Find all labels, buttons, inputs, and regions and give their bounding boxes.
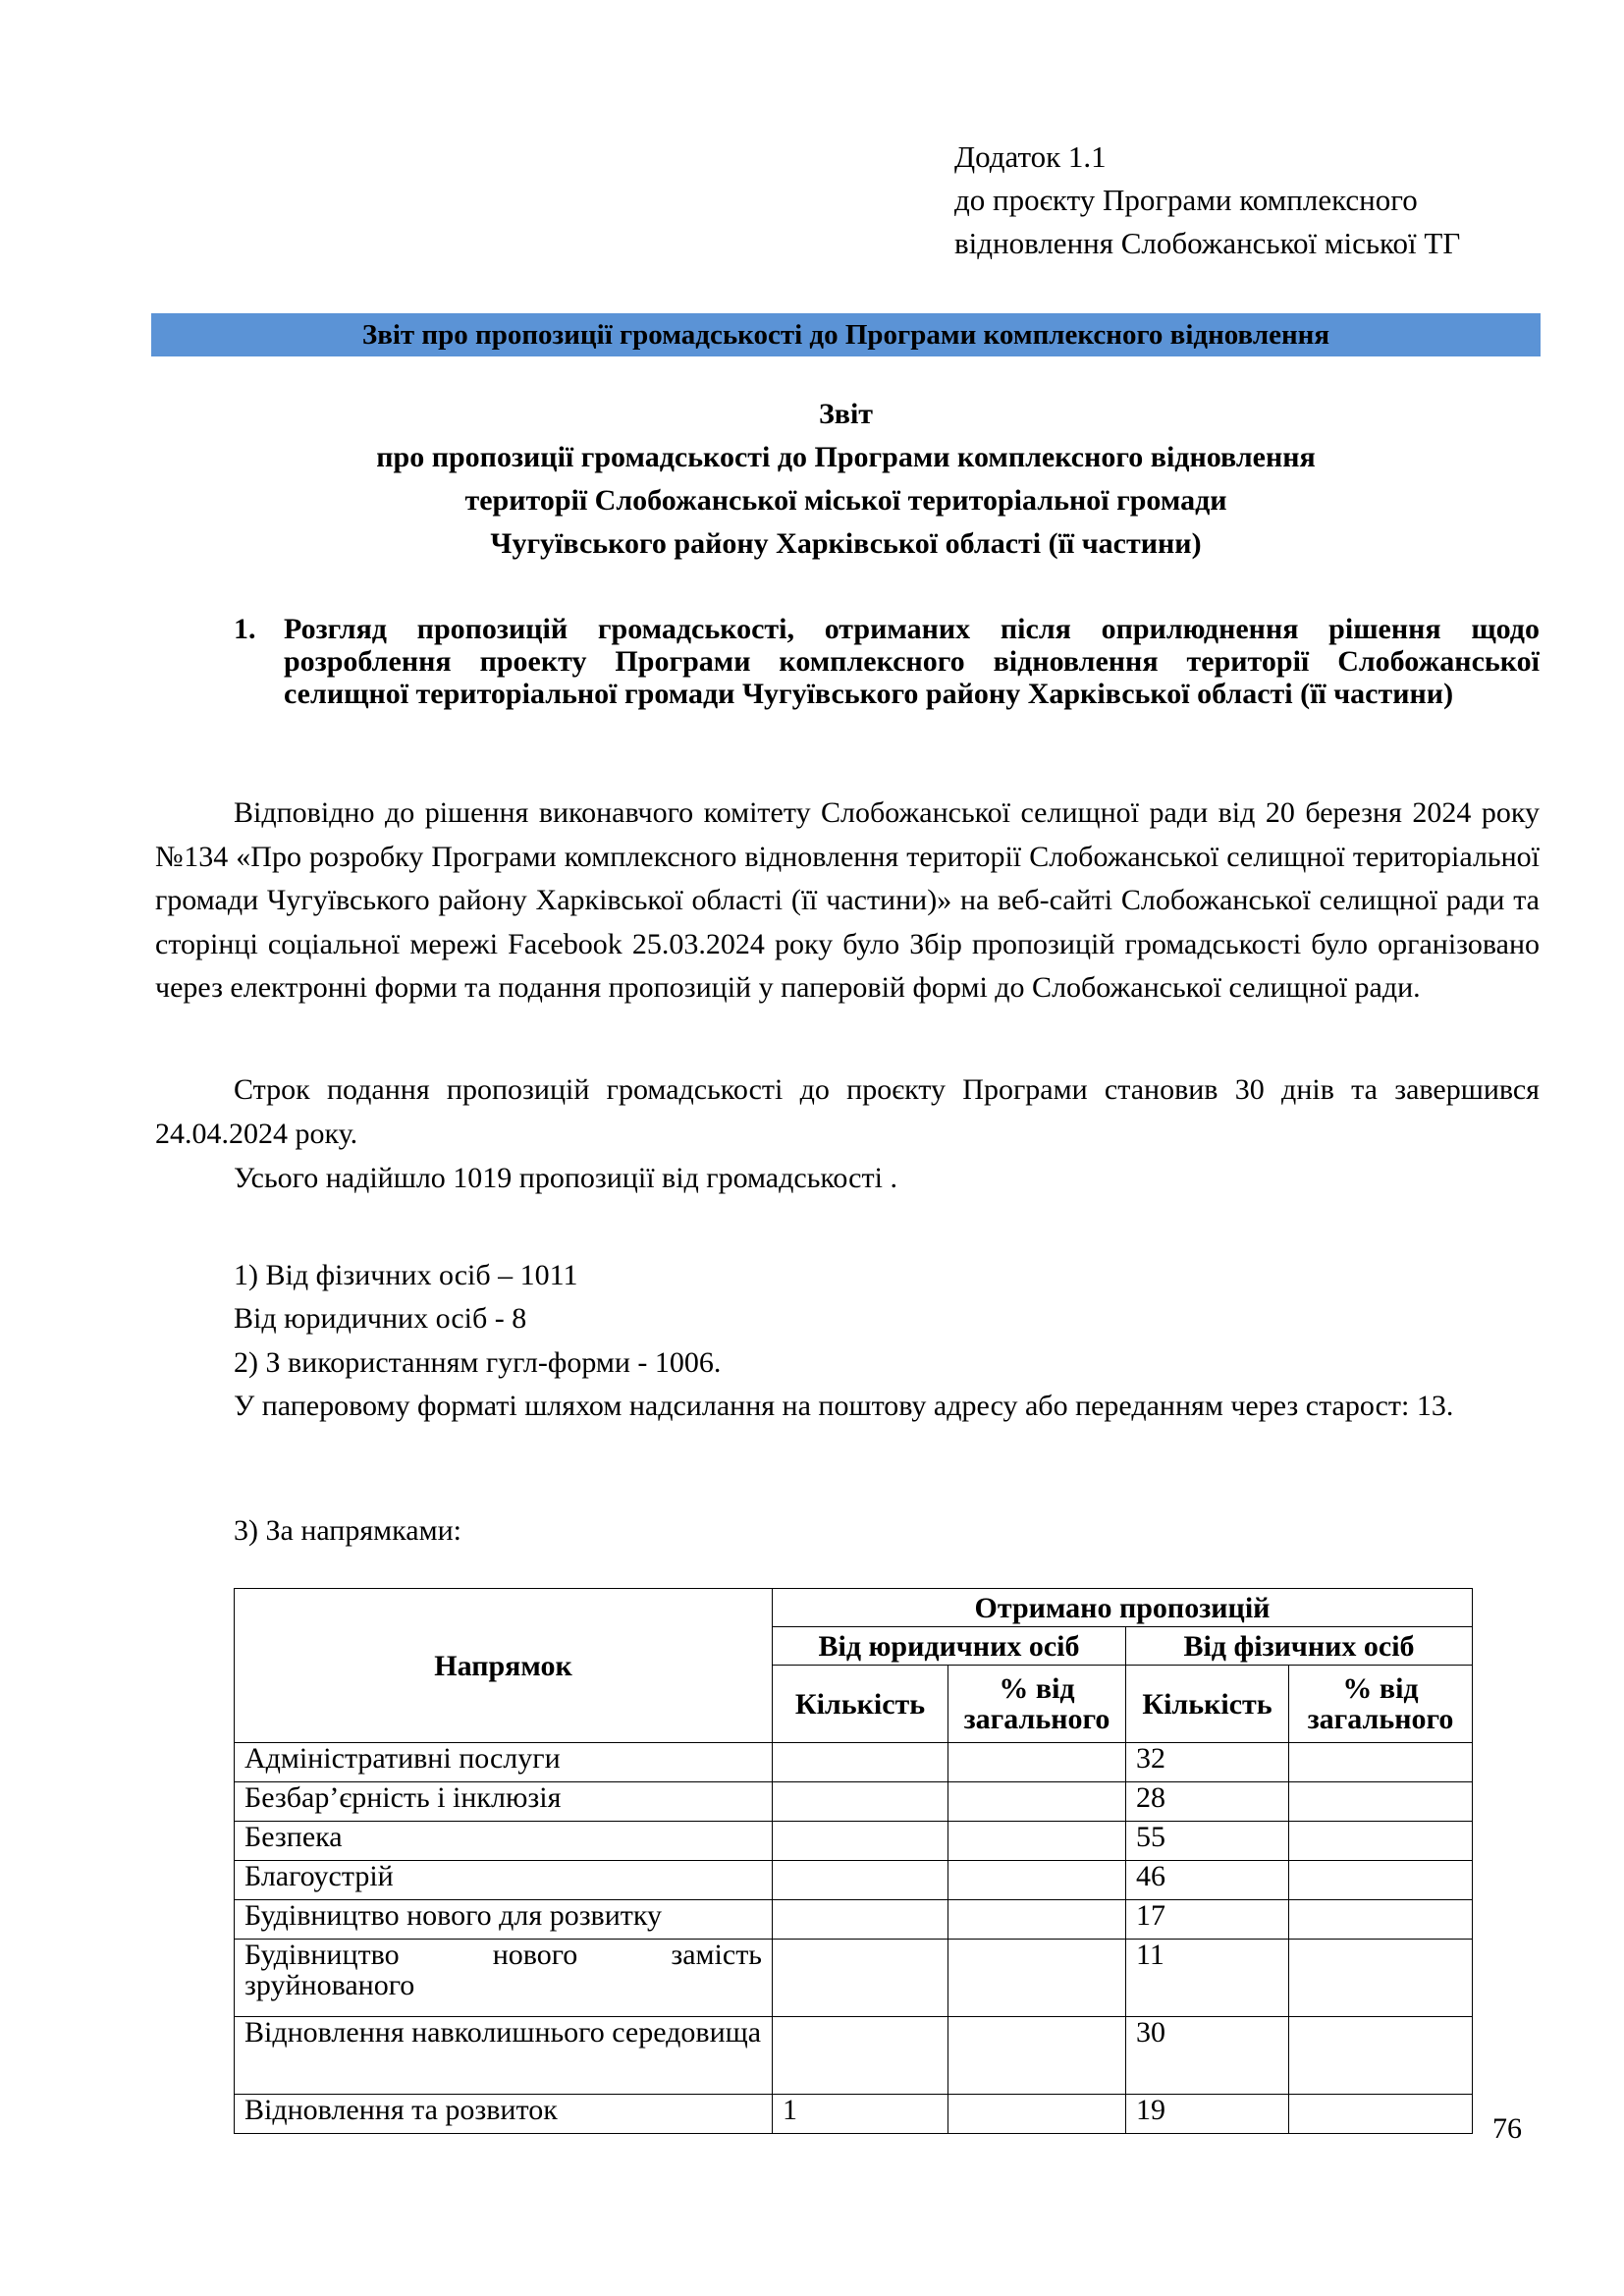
cell-legal-percent: [948, 1900, 1126, 1940]
table-row: [235, 2095, 1473, 2134]
paragraph-paper-format-text: У паперовому форматі шляхом надсилання на поштову адресу або переданням через старост: 13.: [234, 1390, 1454, 1422]
report-title: [151, 393, 1541, 566]
cell-physical-percent: [1289, 1782, 1473, 1822]
cell-direction: Відновлення навколишнього середовища: [235, 2017, 773, 2095]
cell-legal-count: [773, 1822, 948, 1861]
cell-legal-count: 1: [773, 2095, 948, 2134]
cell-direction: Благоустрій: [235, 1861, 773, 1900]
table-row: [235, 1743, 1473, 1782]
section-banner: Звіт про пропозиції громадськості до Програми комплексного відновлення: [151, 313, 1541, 356]
total-proposals: Усього надійшло 1019 пропозиції від громадськості .: [234, 1162, 897, 1194]
cell-physical-count: 19: [1126, 2095, 1289, 2134]
cell-legal-percent: [948, 1782, 1126, 1822]
cell-physical-percent: [1289, 1900, 1473, 1940]
cell-legal-percent: [948, 1861, 1126, 1900]
appendix-note: [954, 136, 1460, 265]
header-direction: Напрямок: [235, 1589, 773, 1743]
cell-direction: Будівництво нового для розвитку: [235, 1900, 773, 1940]
cell-direction: Будівництво нового замість зруйнованого: [235, 1940, 773, 2017]
paragraph-deadline-text: Строк подання пропозицій громадськості до проєкту Програми становив 30 днів та завершився 24.04.2024 року.: [155, 1073, 1540, 1150]
cell-legal-count: [773, 1743, 948, 1782]
header-physical-percent: % від загального: [1289, 1666, 1473, 1743]
paragraph-paper-format: [155, 1385, 1540, 1429]
section-heading: [234, 613, 1540, 710]
page-number: 76: [1492, 2112, 1522, 2145]
appendix-line-3: відновлення Слобожанської міської ТГ: [954, 226, 1461, 260]
cell-legal-count: [773, 2017, 948, 2095]
table-row: [235, 1782, 1473, 1822]
cell-physical-count: 32: [1126, 1743, 1289, 1782]
cell-physical-percent: [1289, 2017, 1473, 2095]
appendix-line-1: Додаток 1.1: [954, 139, 1107, 174]
list-item-directions: 3) За напрямками:: [234, 1514, 461, 1547]
cell-physical-percent: [1289, 1940, 1473, 2017]
list-item-legal: Від юридичних осіб - 8: [234, 1302, 527, 1335]
title-line-1: Звіт: [818, 398, 874, 430]
header-received: Отримано пропозицій: [773, 1589, 1473, 1627]
title-line-3: території Слобожанської міської територіальної громади: [464, 484, 1227, 517]
cell-legal-percent: [948, 2017, 1126, 2095]
table-row: [235, 1861, 1473, 1900]
cell-legal-percent: [948, 2095, 1126, 2134]
cell-physical-count: 28: [1126, 1782, 1289, 1822]
paragraph-decision-text: Відповідно до рішення виконавчого комітету Слобожанської селищної ради від 20 березня 2024 року №134 «Про розробку Програми комплексного відновлення території Слобожанської селищної територіальної громади Чугуївського району Харківської області (її частини)» на веб-сайті Слобожанської селищної ради та сторінці соціальної мережі Facebook 25.03.2024 року було Збір пропозицій громадськості було організовано через електронні форми та подання пропозицій у паперовій формі до Слобожанської селищної ради.: [155, 796, 1540, 1004]
header-physical-count: Кількість: [1126, 1666, 1289, 1743]
cell-physical-count: 46: [1126, 1861, 1289, 1900]
cell-physical-percent: [1289, 1861, 1473, 1900]
title-line-2: про пропозиції громадськості до Програми комплексного відновлення: [376, 441, 1316, 473]
cell-direction: Відновлення та розвиток: [235, 2095, 773, 2134]
paragraph-deadline: [155, 1068, 1540, 1156]
header-legal-count: Кількість: [773, 1666, 948, 1743]
list-item-physical: 1) Від фізичних осіб – 1011: [234, 1259, 578, 1291]
table-row: [235, 1822, 1473, 1861]
cell-legal-percent: [948, 1743, 1126, 1782]
cell-direction: Безпека: [235, 1822, 773, 1861]
proposals-table: [234, 1588, 1473, 2134]
cell-physical-percent: [1289, 2095, 1473, 2134]
cell-legal-percent: [948, 1940, 1126, 2017]
title-line-4: Чугуївського району Харківської області (її частини): [490, 527, 1202, 560]
table-row: [235, 2017, 1473, 2095]
cell-direction: Адміністративні послуги: [235, 1743, 773, 1782]
appendix-line-2: до проєкту Програми комплексного: [954, 183, 1418, 217]
header-legal: Від юридичних осіб: [773, 1627, 1126, 1666]
header-physical: Від фізичних осіб: [1126, 1627, 1473, 1666]
section-heading-text: Розгляд пропозицій громадськості, отриманих після оприлюднення рішення щодо розроблення проекту Програми комплексного відновлення території Слобожанської селищної територіальної громади Чугуївського району Харківської області (її частини): [284, 613, 1540, 710]
cell-legal-count: [773, 1900, 948, 1940]
cell-physical-count: 17: [1126, 1900, 1289, 1940]
header-legal-percent: % від загального: [948, 1666, 1126, 1743]
cell-physical-percent: [1289, 1822, 1473, 1861]
cell-physical-count: 55: [1126, 1822, 1289, 1861]
cell-legal-percent: [948, 1822, 1126, 1861]
section-number: 1.: [234, 613, 256, 645]
list-item-google-form: 2) З використанням гугл-форми - 1006.: [234, 1346, 722, 1379]
cell-legal-count: [773, 1940, 948, 2017]
cell-physical-percent: [1289, 1743, 1473, 1782]
cell-physical-count: 11: [1126, 1940, 1289, 2017]
cell-physical-count: 30: [1126, 2017, 1289, 2095]
cell-legal-count: [773, 1861, 948, 1900]
paragraph-decision: [155, 792, 1540, 1011]
table-row: [235, 1940, 1473, 2017]
cell-legal-count: [773, 1782, 948, 1822]
table-row: [235, 1900, 1473, 1940]
cell-direction: Безбар’єрність і інклюзія: [235, 1782, 773, 1822]
